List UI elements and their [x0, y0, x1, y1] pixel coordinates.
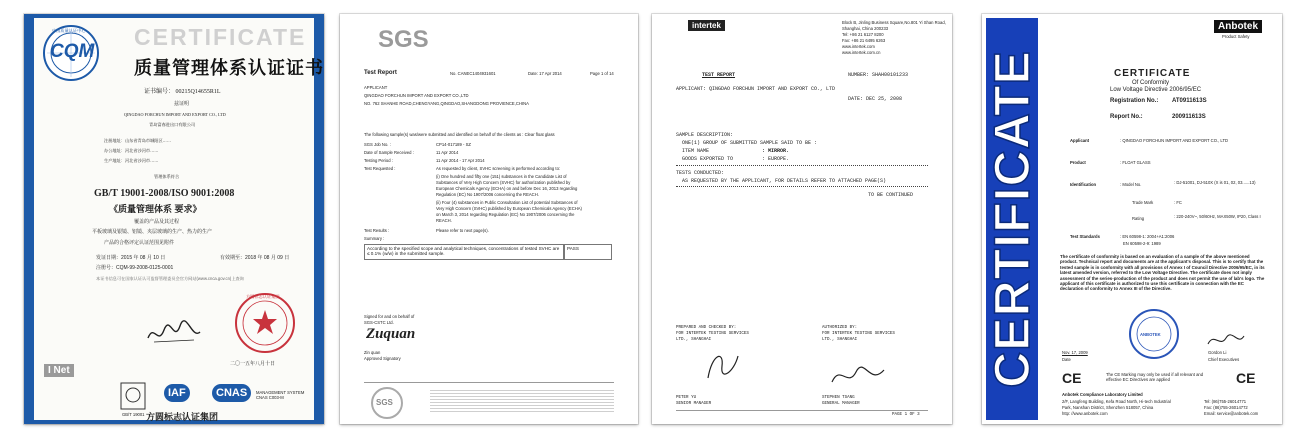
cqm-certificate-body [34, 18, 324, 422]
ce-text: The CE Marking may only be used if all relevant and effective EC Directives are applied [1106, 372, 1204, 382]
signature-text: Zuquan [366, 326, 416, 342]
lab-addr-1: 2/F, Langfeng Building, Kefa Road North, Hi-tech Industrial [1062, 399, 1171, 404]
exported: : EUROPE. [762, 156, 790, 162]
row-label-1: Date of Sample Received : [364, 150, 414, 155]
signer: Gordon Li [1208, 350, 1227, 355]
logo-cnas: CNAS [212, 384, 251, 402]
certify: 兹证明 [174, 101, 190, 107]
cqm-certificate [24, 14, 324, 424]
results-label: Test Results : [364, 228, 390, 233]
star-divider-2 [676, 186, 928, 188]
scope-line-2: 产品的合格评定认证范围见附件 [104, 240, 175, 246]
report-date: DATE: DEC 25, 2008 [848, 96, 903, 102]
prepared-2: LTD., SHANGHAI [676, 338, 712, 342]
pass-cell: PASS [564, 244, 612, 260]
row-value-0: CP14-017189 - SZ [436, 142, 471, 147]
signer-title: Chief Executives [1208, 357, 1240, 362]
address-line-2: 办公地址：河北省沙河市…… [104, 148, 159, 153]
tests-label: TESTS CONDUCTED: [676, 170, 725, 176]
lab-fax: Fax: (86)755-26014772 [1204, 405, 1248, 410]
intertek-logo: intertek [688, 20, 725, 31]
requested-line-3: Regulation (EC) No 1907/2006 concerning the REACH. [436, 192, 539, 197]
inet-mark: I Net [44, 364, 74, 377]
authorized-1: FOR INTERTEK TESTING SERVICES [822, 332, 895, 336]
red-seal-icon [234, 292, 296, 354]
requested-line-0: (i) One hundred and fifty one (151) substances in the Candidate List of [436, 174, 567, 179]
cqm-logo-arc: 中国质量认证中心 [52, 28, 86, 33]
footer-org: 方圆标志认证集团 [146, 412, 219, 422]
requested-line-1: Substances of Very High Concern (SVHC) for authorization published by [436, 180, 571, 185]
lab-email: Email: service@anbotek.com [1204, 411, 1259, 416]
report-no: No. CANEC1404931601 [450, 71, 496, 76]
cert-mark-icon [120, 382, 146, 410]
applicant: APPLICANT: QINGDAO FORCHUN IMPORT AND EXPORT CO., LTD [676, 86, 836, 92]
fine-print: 本证书信息可在国家认证认可监督管理委员会官方网站(www.cnca.gov.cn)上查询 [96, 276, 244, 281]
valid-date: 有效期至：2018 年 08 月 09 日 [220, 255, 290, 261]
lab-web: http: //www.anbotek.com [1062, 411, 1108, 416]
applicant-label: Applicant [1070, 138, 1090, 143]
signature-icon [1206, 330, 1246, 350]
applicant-label: APPLICANT [364, 85, 388, 90]
results-value: Please refer to next page(s). [436, 228, 489, 233]
seal-text: ANBOTEK [1140, 332, 1161, 337]
addr-line-1: Shanghai, China 200233 [842, 26, 889, 31]
sample-line: ONE(1) GROUP OF SUBMITTED SAMPLE SAID TO BE : [682, 140, 818, 146]
cert-title: CERTIFICATE [1114, 68, 1191, 79]
signed-for: Signed for and on behalf of [364, 314, 415, 319]
trademark: : FC [1174, 200, 1182, 205]
header-word: CERTIFICATE [134, 24, 307, 50]
requested-line-4: (ii) Four (4) substances in Public Consultation List of potential Substances of [436, 200, 578, 205]
requested-line-5: Very High Concern (SVHC) published by European Chemicals Agency (ECHA) [436, 206, 582, 211]
item-name: : MIRROR. [762, 148, 790, 154]
summary-text: According to the specified scope and analytical techniques, concentrations of tested SVHC are ≤ 0.1% (w/w) in the submitted sample. [364, 244, 564, 260]
row-label-2: Testing Period : [364, 158, 393, 163]
product: : FLOAT GLASS [1120, 160, 1151, 165]
product-label: Product [1070, 160, 1086, 165]
big-certificate-word: CERTIFICATE [984, 50, 1040, 388]
reg-label: Registration No.: [1110, 98, 1159, 104]
row-value-1: 11 Apr 2014 [436, 150, 459, 155]
signer1-title: SENIOR MANAGER [676, 402, 712, 406]
summary-label: Summary : [364, 236, 385, 241]
address-line-1: 注册地址：山东省青岛市城阳区…… [104, 138, 172, 143]
item-name-label: ITEM NAME [682, 148, 710, 154]
report-date: Date: 17 Apr 2014 [528, 71, 562, 76]
row-label-0: SGS Job No. : [364, 142, 391, 147]
prepared-0: PREPARED AND CHECKED BY: [676, 326, 737, 330]
requested-line-6: on March 3, 2014 regarding Regulation (EC) No 1907/2006 concerning the [436, 212, 575, 217]
seal-text: 方圆标志认证集团 [246, 294, 280, 299]
company-en: QINGDAO FORCHUN IMPORT AND EXPORT CO., LTD [124, 112, 226, 117]
address-line-3: 生产地址：河北省沙河市…… [104, 158, 159, 163]
sgs-footer-logo: SGS [376, 398, 393, 407]
sign-date: 二〇一五年八月十日 [230, 361, 276, 367]
row-value-3: As requested by client, SVHC screening is performed according to: [436, 166, 561, 171]
standard: GB/T 19001-2008/ISO 9001:2008 [94, 188, 235, 199]
cert-subtitle-1: Of Conformity [1132, 80, 1170, 86]
applicant: : QINGDAO FORCHUN IMPORT AND EXPORT CO., LTD [1120, 138, 1229, 143]
anbotek-logo: Anbotek [1214, 20, 1262, 33]
model: : DJ-51001, DJ-510X (X is 01, 02, 03......13) [1174, 180, 1256, 185]
logo-iaf: IAF [164, 384, 190, 402]
row-label-3: Test Requested : [364, 166, 396, 171]
sgs-logo: SGS [378, 26, 429, 53]
row-value-2: 11 Apr 2014 - 17 Apr 2014 [436, 158, 485, 163]
ce-mark-right: CE [1236, 370, 1256, 386]
rating: : 220-240V~, 50/60Hz, MAX50W, IP20, Class I [1174, 214, 1261, 219]
reg-no: AT0911613S [1172, 98, 1207, 104]
date-label: Date [1062, 357, 1071, 362]
anbotek-logo-sub: Product Safety [1222, 34, 1250, 39]
trademark-label: Trade Mark [1132, 200, 1154, 205]
lab-name: Anbotek Compliance Laboratory Limited [1062, 392, 1143, 397]
applicant-address: NO. 762 SHANHE ROAD,CHENGYANG,QINGDAO,SHANGDONG PROVIENCE,CHINA [364, 101, 529, 106]
signer: Zin quan [364, 350, 381, 355]
cert-date: Nov. 17, 2009 [1062, 350, 1088, 355]
signer1-name: PETER YU [676, 396, 697, 400]
report-no: 200911613S [1172, 114, 1206, 120]
page-divider [676, 410, 928, 411]
footer-divider [364, 382, 614, 383]
scope-line-1: 平板玻璃及银镜、铝镜、夹层玻璃的生产、热力的生产 [92, 229, 213, 235]
tests-line: AS REQUESTED BY THE APPLICANT, FOR DETAILS REFER TO ATTACHED PAGE(S) [682, 178, 887, 184]
applicant: QINGDAO FORCHUN IMPORT AND EXPORT CO.,LTD [364, 93, 469, 98]
addr-line-2: Tel: +86 21 6127 8200 [842, 32, 884, 37]
standard-cn: 《质量管理体系 要求》 [109, 204, 202, 214]
cert-no: 证书编号： 00215Q14655R1L [144, 89, 221, 95]
std-2: EN 60598-2-9: 1989 [1123, 241, 1161, 246]
reg-no: 注册号：CQM-99-2008-0125-0001 [96, 265, 174, 271]
addr-line-0: Block B, Jinling Business Square,No.801 Yi Shan Road, [842, 20, 946, 25]
report-title: TEST REPORT [702, 72, 736, 78]
authorized-0: AUTHORIZED BY: [822, 326, 858, 330]
signature-2-icon [828, 360, 888, 390]
sample-note: The following sample(s) was/were submitted and identified on behalf of the clients as : Clear float glass [364, 132, 555, 137]
ce-mark-left: CE [1062, 370, 1082, 386]
std-label: Test Standards [1070, 234, 1100, 239]
signature-icon [144, 318, 204, 348]
mgmt-text: MANAGEMENT SYSTEM CNAS C003-M [256, 390, 305, 400]
ident-label: Identification [1070, 182, 1097, 187]
title-cn: 质量管理体系认证证书 [134, 58, 324, 78]
std-1: : EN 60598-1: 2004+A1:2006 [1120, 234, 1175, 239]
rating-label: Rating [1132, 216, 1145, 221]
exported-label: GOODS EXPORTED TO [682, 156, 734, 162]
cqm-logo-text: CQM [50, 41, 95, 62]
addr-line-3: Fax: +86 21 6495 6263 [842, 38, 886, 43]
signer2-title: GENERAL MANAGER [822, 402, 860, 406]
report-page: Page 1 of 14 [590, 71, 614, 76]
signer-title: Approved Signatory [364, 356, 401, 361]
requested-line-7: REACH. [436, 218, 452, 223]
scope-label: 覆盖的产品及其过程 [134, 219, 180, 225]
authorized-2: LTD., SHANGHAI [822, 338, 858, 342]
anbotek-certificate [982, 14, 1282, 424]
lab-tel: Tel: (86)755-26014771 [1204, 399, 1247, 404]
system-label: 管理体系符合 [154, 174, 180, 179]
cert-subtitle-2: Low Voltage Directive 2006/95/EC [1110, 87, 1202, 93]
signed-org: SGS-CSTC Ltd. [364, 320, 394, 325]
report-title: Test Report [364, 70, 397, 76]
report-label: Report No.: [1110, 114, 1143, 120]
footer-fine-print [430, 388, 614, 414]
star-divider-1 [676, 165, 928, 167]
signature-1-icon [702, 348, 742, 382]
model-label: : Model No. [1120, 182, 1142, 187]
page-number: PAGE 1 OF 3 [892, 413, 920, 417]
prepared-1: FOR INTERTEK TESTING SERVICES [676, 332, 749, 336]
report-number: NUMBER: SHAH00101233 [848, 72, 909, 78]
intertek-test-report [652, 14, 952, 424]
addr-line-4: www.intertek.com [842, 44, 875, 49]
issue-date: 发证日期：2015 年 08 月 10 日 [96, 255, 166, 261]
lab-addr-2: Park, Nanshan District, Shenzhen 518057, China [1062, 405, 1154, 410]
signer2-name: STEPHEN TSANG [822, 396, 855, 400]
company-cn: 青岛富春进出口有限公司 [149, 122, 196, 127]
continued: TO BE CONTINUED [868, 192, 914, 198]
sgs-test-report [340, 14, 638, 424]
addr-line-5: www.intertek.com.cn [842, 50, 881, 55]
body-text: The certificate of conformity is based on an evaluation of a sample of the above mentioned product. Technical report and documents are at the applicant's disposal. This is to certify that the tested sample is in conformity with all provisions of Annex I of Council Directive 2006/95/EC, in its latest amended version, referred to the Low Voltage Directive. The certificate does not imply assessment of the series-production of the product and does not permit the use of lab's logo. The applicant of this certificate is authorized to use this certificate in connection with the EC declaration of conformity to Annex III of the Directive. [1060, 254, 1265, 292]
logo-gbt: GB/T 19001 [122, 412, 145, 417]
requested-line-2: European Chemicals Agency (ECHA) on and before Dec 16, 2013 regarding [436, 186, 578, 191]
sample-desc: SAMPLE DESCRIPTION: [676, 132, 734, 138]
